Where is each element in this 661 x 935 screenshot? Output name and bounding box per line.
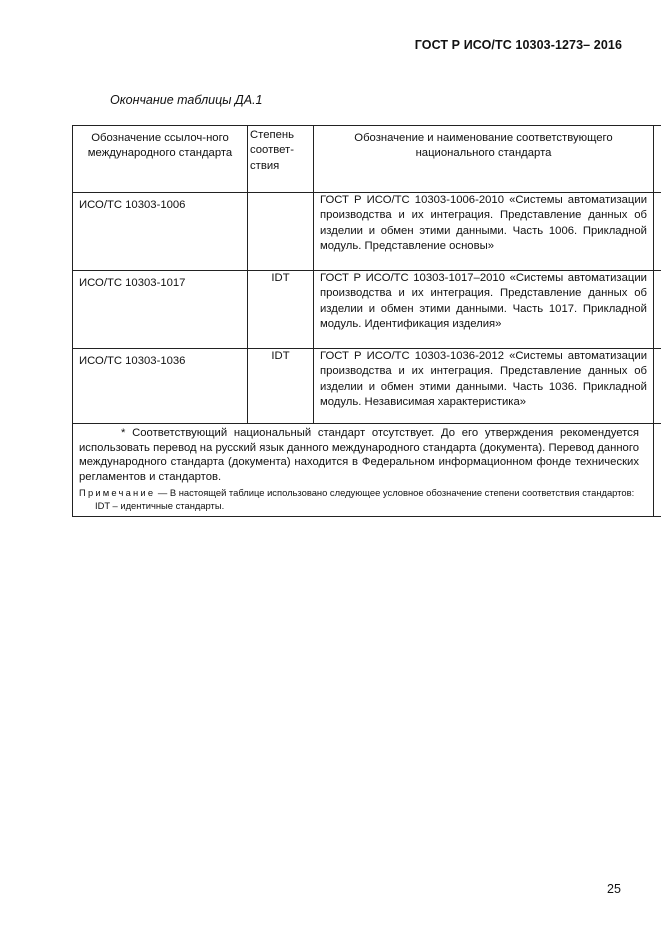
- national-standard-cell: ГОСТ Р ИСО/ТС 10303-1017–2010 «Системы автоматизации производства и их интеграция. Представление данных об изделии и обмен этими данными. Часть 1017. Прикладной модуль. Идентификация изделия»: [314, 271, 654, 349]
- column-header-extra: [654, 126, 661, 193]
- table-row: [73, 193, 661, 271]
- international-standard-cell: ИСО/ТС 10303-1036: [73, 349, 248, 424]
- footnote-row: [73, 424, 661, 517]
- table-header-row: [73, 126, 661, 193]
- extra-cell: [654, 193, 661, 271]
- note-label: Примечание: [79, 487, 156, 499]
- extra-cell: [654, 271, 661, 349]
- degree-cell: IDT: [248, 349, 314, 424]
- degree-cell: [248, 193, 314, 271]
- national-standard-cell: ГОСТ Р ИСО/ТС 10303-1006-2010 «Системы автоматизации производства и их интеграция. Представление данных об изделии и обмен этими данными. Часть 1006. Прикладной модуль. Представление основы»: [314, 193, 654, 271]
- note-paragraph: [79, 487, 639, 499]
- page-number: 25: [607, 882, 621, 896]
- international-standard-cell: ИСО/ТС 10303-1006: [73, 193, 248, 271]
- extra-cell: [654, 349, 661, 424]
- international-standard-cell: ИСО/ТС 10303-1017: [73, 271, 248, 349]
- correspondence-table: [72, 125, 661, 517]
- table-row: [73, 349, 661, 424]
- column-header-international-standard: Обозначение ссылоч-ного международного стандарта: [73, 126, 248, 193]
- column-header-degree: Степень соответ-ствия: [248, 126, 314, 193]
- note-text: — В настоящей таблице использовано следующее условное обозначение степени соответствия стандартов:: [155, 487, 635, 499]
- document-code-header: ГОСТ Р ИСО/ТС 10303-1273– 2016: [414, 38, 622, 52]
- footnote-text: * Соответствующий национальный стандарт отсутствует. До его утверждения рекомендуется использовать перевод на русский язык данного международного стандарта (документа). Перевод данного международного стандарта (документа) находится в Федеральном информационном фонде технических регламентов и стандартов.: [79, 427, 639, 483]
- table-row: [73, 271, 661, 349]
- correspondence-table-container: [72, 125, 661, 517]
- note-item: IDT – идентичные стандарты.: [95, 499, 225, 511]
- degree-cell: IDT: [248, 271, 314, 349]
- footnote-cell: [73, 424, 654, 517]
- extra-cell: [654, 424, 661, 517]
- column-header-national-standard: Обозначение и наименование соответствующего национального стандарта: [314, 126, 654, 193]
- table-caption: Окончание таблицы ДА.1: [110, 93, 263, 107]
- national-standard-cell: ГОСТ Р ИСО/ТС 10303-1036-2012 «Системы автоматизации производства и их интеграция. Представление данных об изделии и обмен этими данными. Часть 1036. Прикладной модуль. Независимая характеристика»: [314, 349, 654, 424]
